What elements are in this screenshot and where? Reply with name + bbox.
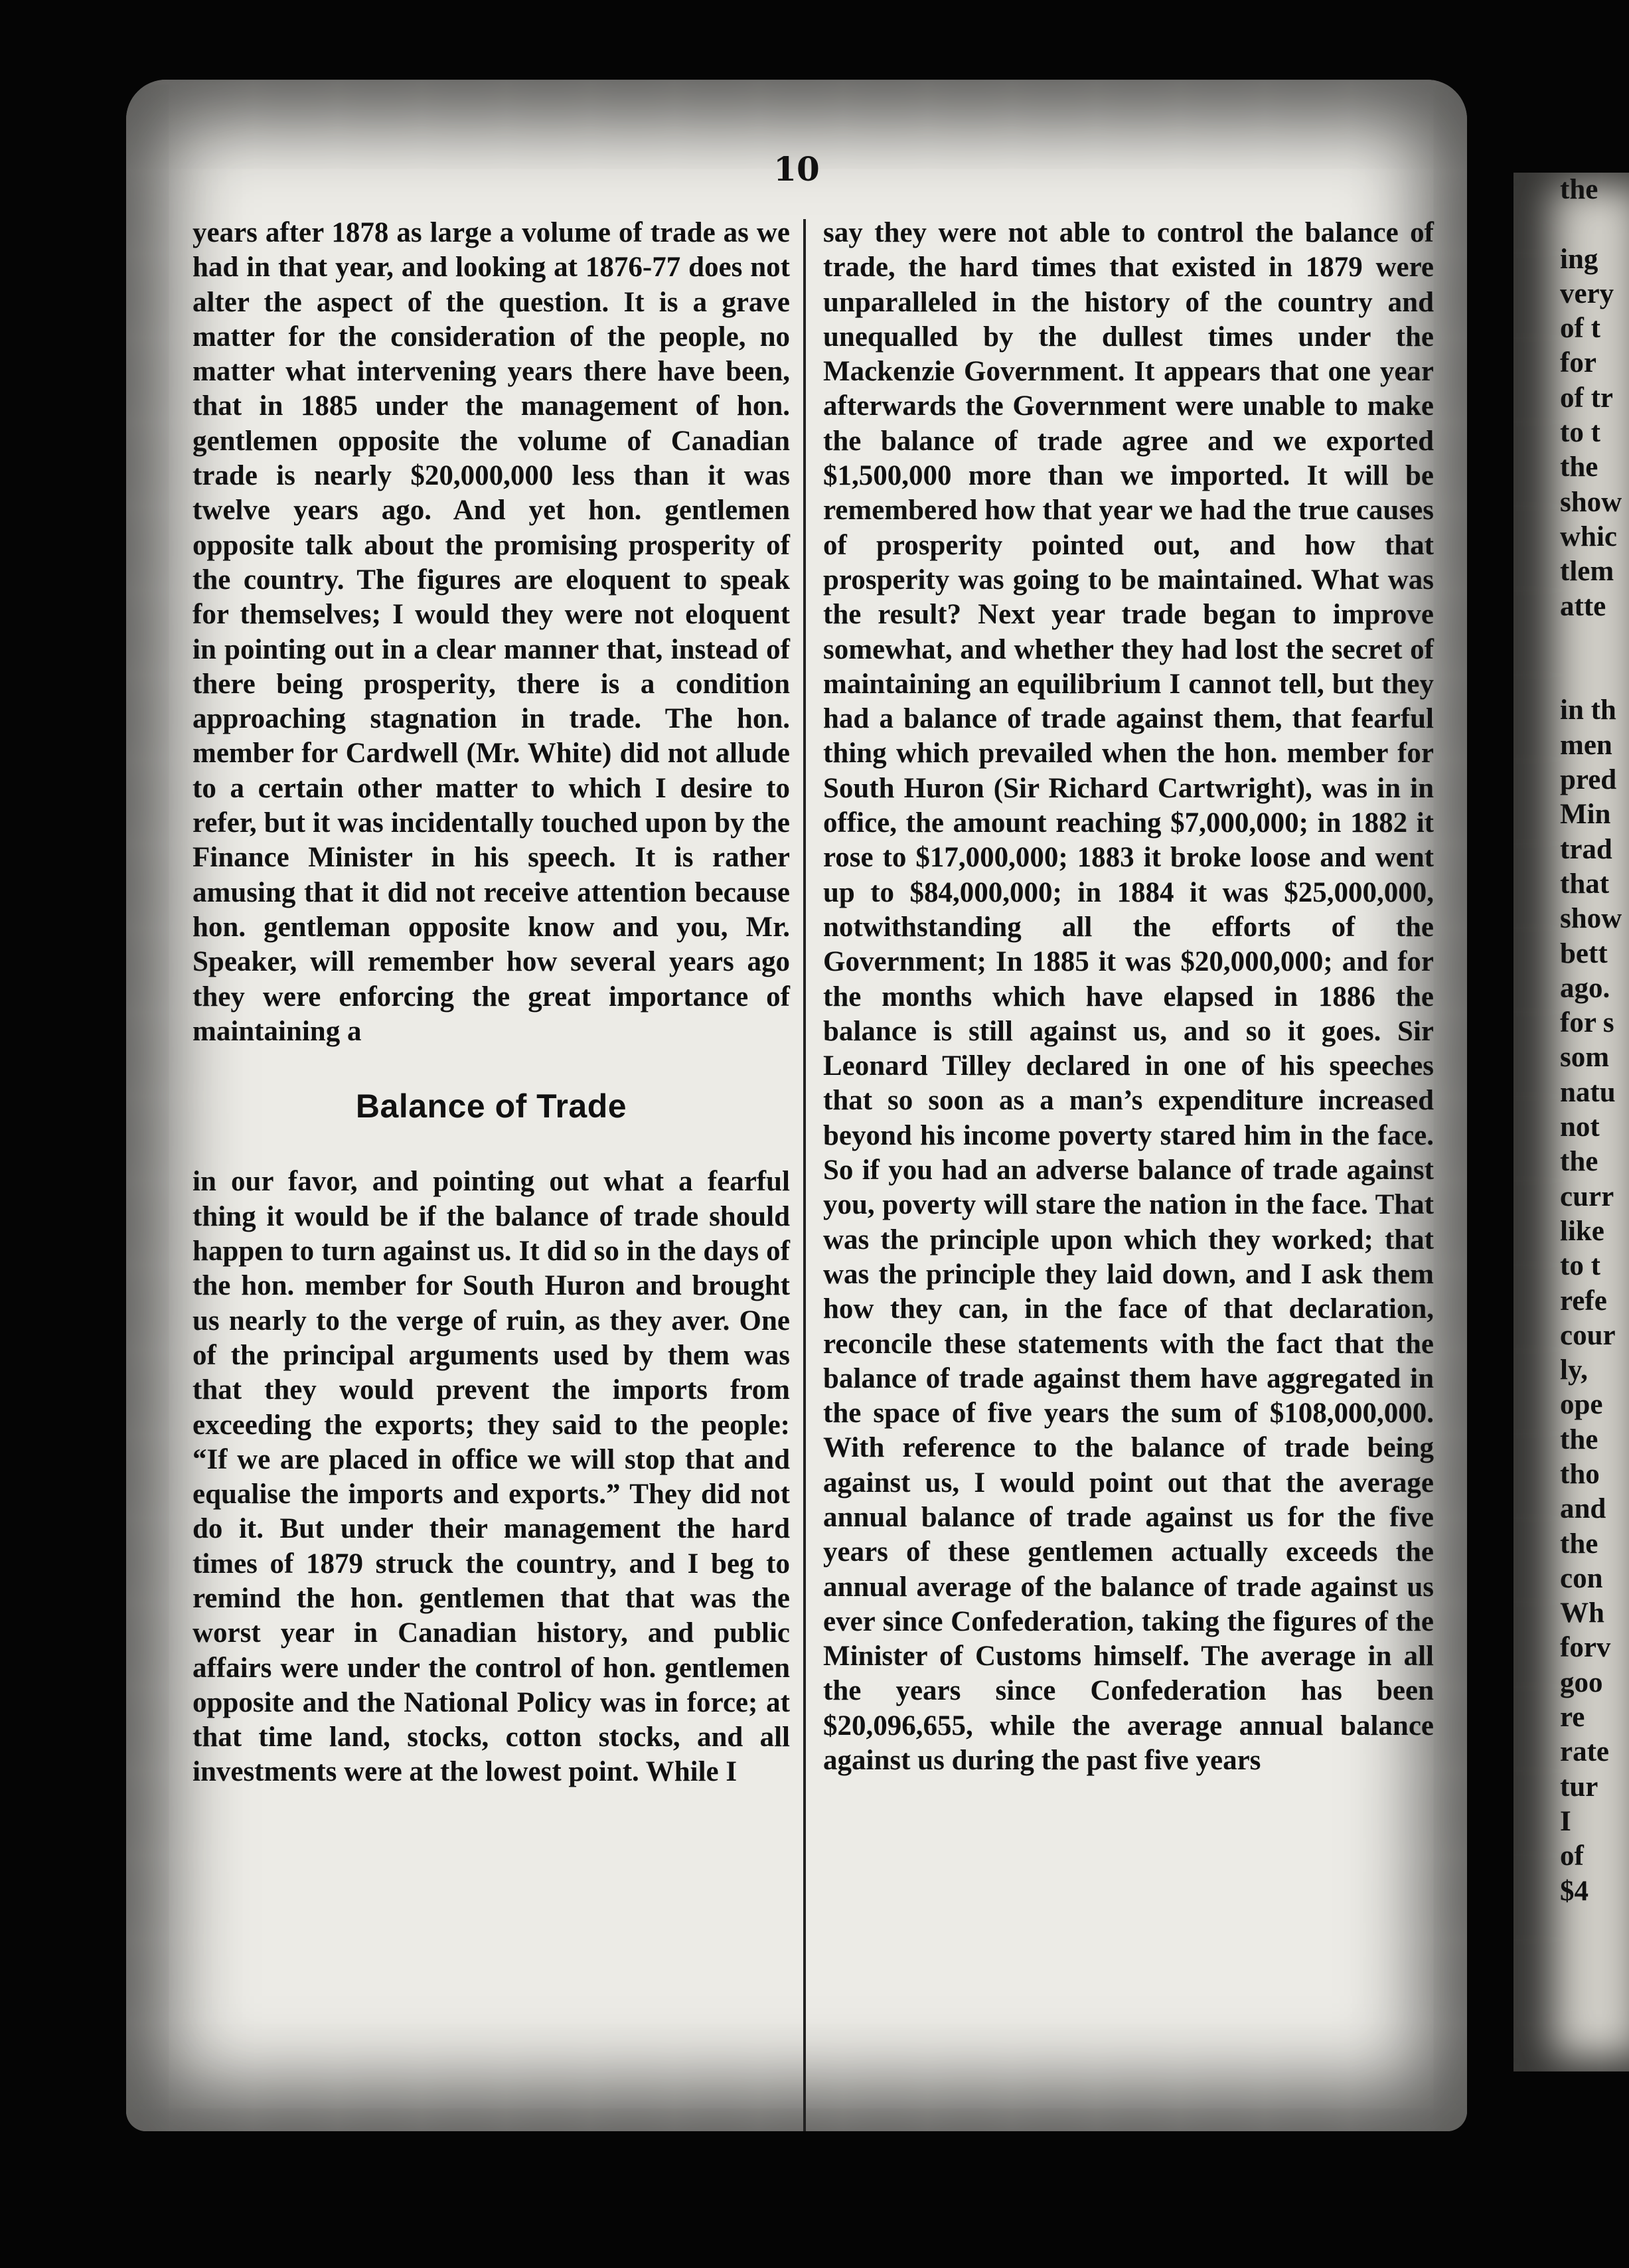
adjacent-page-fragment	[1513, 1943, 1629, 1978]
newspaper-page	[126, 80, 1467, 2131]
page-number: 10	[773, 149, 820, 189]
adjacent-page-fragment: show	[1560, 903, 1622, 935]
adjacent-page-fragment: not	[1560, 1111, 1600, 1143]
column-divider	[803, 219, 806, 2131]
adjacent-page-fragment: for	[1560, 347, 1596, 379]
adjacent-page-fragment: the	[1560, 1423, 1598, 1455]
adjacent-page-fragment: of tr	[1560, 382, 1613, 414]
adjacent-page-fragment: ago.	[1560, 972, 1610, 1004]
adjacent-page-fragment: Wh	[1560, 1597, 1604, 1629]
adjacent-page-fragment: the	[1560, 1528, 1598, 1560]
adjacent-page-fragment: som	[1560, 1042, 1610, 1074]
adjacent-page-fragment: I	[1560, 1805, 1571, 1837]
adjacent-page-fragment: $4	[1560, 1875, 1589, 1907]
adjacent-page-fragment: ly,	[1560, 1354, 1588, 1386]
adjacent-page-fragment: the	[1560, 1146, 1598, 1178]
adjacent-page-fragment	[1513, 207, 1629, 242]
adjacent-page-fragment: to t	[1560, 1250, 1600, 1282]
adjacent-page-fragment: whic	[1560, 521, 1617, 552]
adjacent-page-fragment: men	[1560, 729, 1612, 761]
adjacent-page-fragment: for s	[1560, 1007, 1614, 1039]
section-subheading: Balance of Trade	[355, 1088, 627, 1125]
adjacent-page-fragment: goo	[1560, 1666, 1603, 1698]
adjacent-page-fragment: like	[1560, 1215, 1604, 1247]
adjacent-page-fragment: trad	[1560, 833, 1612, 865]
adjacent-page-fragment: of	[1560, 1840, 1584, 1872]
adjacent-page-fragment: ope	[1560, 1389, 1603, 1421]
adjacent-page-fragment: re	[1560, 1702, 1585, 1734]
adjacent-page-fragment: ing	[1560, 243, 1598, 275]
right-paragraph-1: say they were not able to control the balance of trade, the hard times that existed in 1879 were unparalleled in the history of the country and unequalled by the dullest times under the Mackenzie Government. It appears that one year afterwards the Government were unable to make the balance of trade agree and we exported $1,500,000 more than we imported. It will be remembered how that year we had the true causes of prosperity pointed out, and how that prosperity was going to be maintained. What was the result? Next year trade began to improve somewhat, and whether they had lost the secret of maintaining an equilibrium I cannot tell, but they had a balance of trade against them, that fearful thing which prevailed when the hon. member for South Huron (Sir Richard Cartwright), was in in office, the amount reaching $7,000,000; in 1882 it rose to $17,000,000; 1883 it broke loose and went up to $84,000,000; in 1884 it was $25,000,000, notwithstanding all the efforts of the Government; In 1885 it was $20,000,000; and for the months which have elapsed in 1886 the balance is still against us, and so it goes. Sir Leonard Tilley declared in one of his speeches that so soon as a man’s expenditure increased beyond his income poverty stared him in the face. So if you had an adverse balance of trade against you, poverty will stare the nation in the face. That was the principle upon which they worked; that was the principle they laid down, and I ask them how they can, in the face of that declaration, reconcile these statements with the fact that the balance of trade against them have aggregated in the space of five years the sum of $108,000,000. With reference to the balance of trade being against us, I would point out that the average annual balance of trade against us for the five years of these gentlemen actually exceeds the annual average of the balance of trade against us ever since Confederation, taking the figures of the Minister of Customs himself. The average in all the years since Confederation has been $20,096,655, while the average annual balance against us during the past five years	[823, 217, 1434, 1777]
adjacent-page-fragment: bett	[1560, 937, 1608, 969]
adjacent-page-fragment: tur	[1560, 1771, 1598, 1803]
adjacent-page-fragment: natu	[1560, 1076, 1616, 1108]
adjacent-page-fragment: atte	[1560, 590, 1606, 622]
adjacent-page-fragment: and	[1560, 1493, 1606, 1525]
adjacent-page-fragment: in th	[1560, 694, 1616, 726]
adjacent-page-fragment: refe	[1560, 1285, 1607, 1317]
adjacent-page-fragment: forv	[1560, 1632, 1611, 1664]
adjacent-page-fragment: very	[1560, 278, 1614, 309]
left-paragraph-1: years after 1878 as large a volume of trade as we had in that year, and looking at 1876-77 does not alter the aspect of the question. It is a grave matter for the consideration of the people, no matter what intervening years there have been, that in 1885 under the management of hon. gentlemen opposite the volume of Canadian trade is nearly $20,000,000 less than it was twelve years ago. And yet hon. gentlemen opposite talk about the promising prosperity of the country. The figures are eloquent to speak for themselves; I would they were not eloquent in pointing out in a clear manner that, instead of there being prosperity, there is a condition approaching stagnation in trade. The hon. member for Cardwell (Mr. White) did not allude to a certain other matter to which I desire to refer, but it was incidentally touched upon by the Finance Minister in his speech. It is rather amusing that it did not receive attention because hon. gentleman opposite know and you, Mr. Speaker, will remember how several years ago they were enforcing the great importance of maintaining a	[193, 217, 790, 1047]
adjacent-page-fragment: curr	[1560, 1180, 1614, 1212]
adjacent-page-fragment	[1513, 659, 1629, 693]
adjacent-page-fragment: the	[1560, 174, 1598, 205]
adjacent-page-fragment: tho	[1560, 1458, 1600, 1490]
adjacent-page-fragment: tlem	[1560, 556, 1614, 588]
adjacent-page-fragment: rate	[1560, 1736, 1609, 1768]
left-column	[193, 216, 790, 1790]
right-column	[823, 216, 1434, 1778]
adjacent-page-fragment: cour	[1560, 1319, 1616, 1351]
adjacent-page-fragment: show	[1560, 486, 1622, 518]
left-paragraph-2: in our favor, and pointing out what a fearful thing it would be if the balance of trade should happen to turn against us. It did so in the days of the hon. member for South Huron and brought us nearly to the verge of ruin, as they aver. One of the principal arguments used by them was that they would prevent the imports from exceeding the exports; they said to the people: “If we are placed in office we will stop that and equalise the imports and exports.” They did not do it. But under their management the hard times of 1879 struck the country, and I beg to remind the hon. gentlemen that that was the worst year in Canadian history, and public affairs were under the control of hon. gentlemen opposite and the National Policy was in force; at that time land, stocks, cotton stocks, and all investments were at the lowest point. While I	[193, 1166, 790, 1788]
adjacent-page-fragment	[1513, 624, 1629, 659]
adjacent-page-edge	[1513, 173, 1629, 2071]
adjacent-page-fragment: pred	[1560, 764, 1617, 796]
adjacent-page-fragment: the	[1560, 451, 1598, 483]
adjacent-page-fragment: to t	[1560, 417, 1600, 449]
adjacent-page-fragment	[1513, 1909, 1629, 1943]
adjacent-page-fragment: that	[1560, 868, 1610, 900]
adjacent-page-fragment: con	[1560, 1562, 1603, 1594]
adjacent-page-fragment: of t	[1560, 313, 1600, 345]
adjacent-page-fragment: Min	[1560, 799, 1611, 831]
